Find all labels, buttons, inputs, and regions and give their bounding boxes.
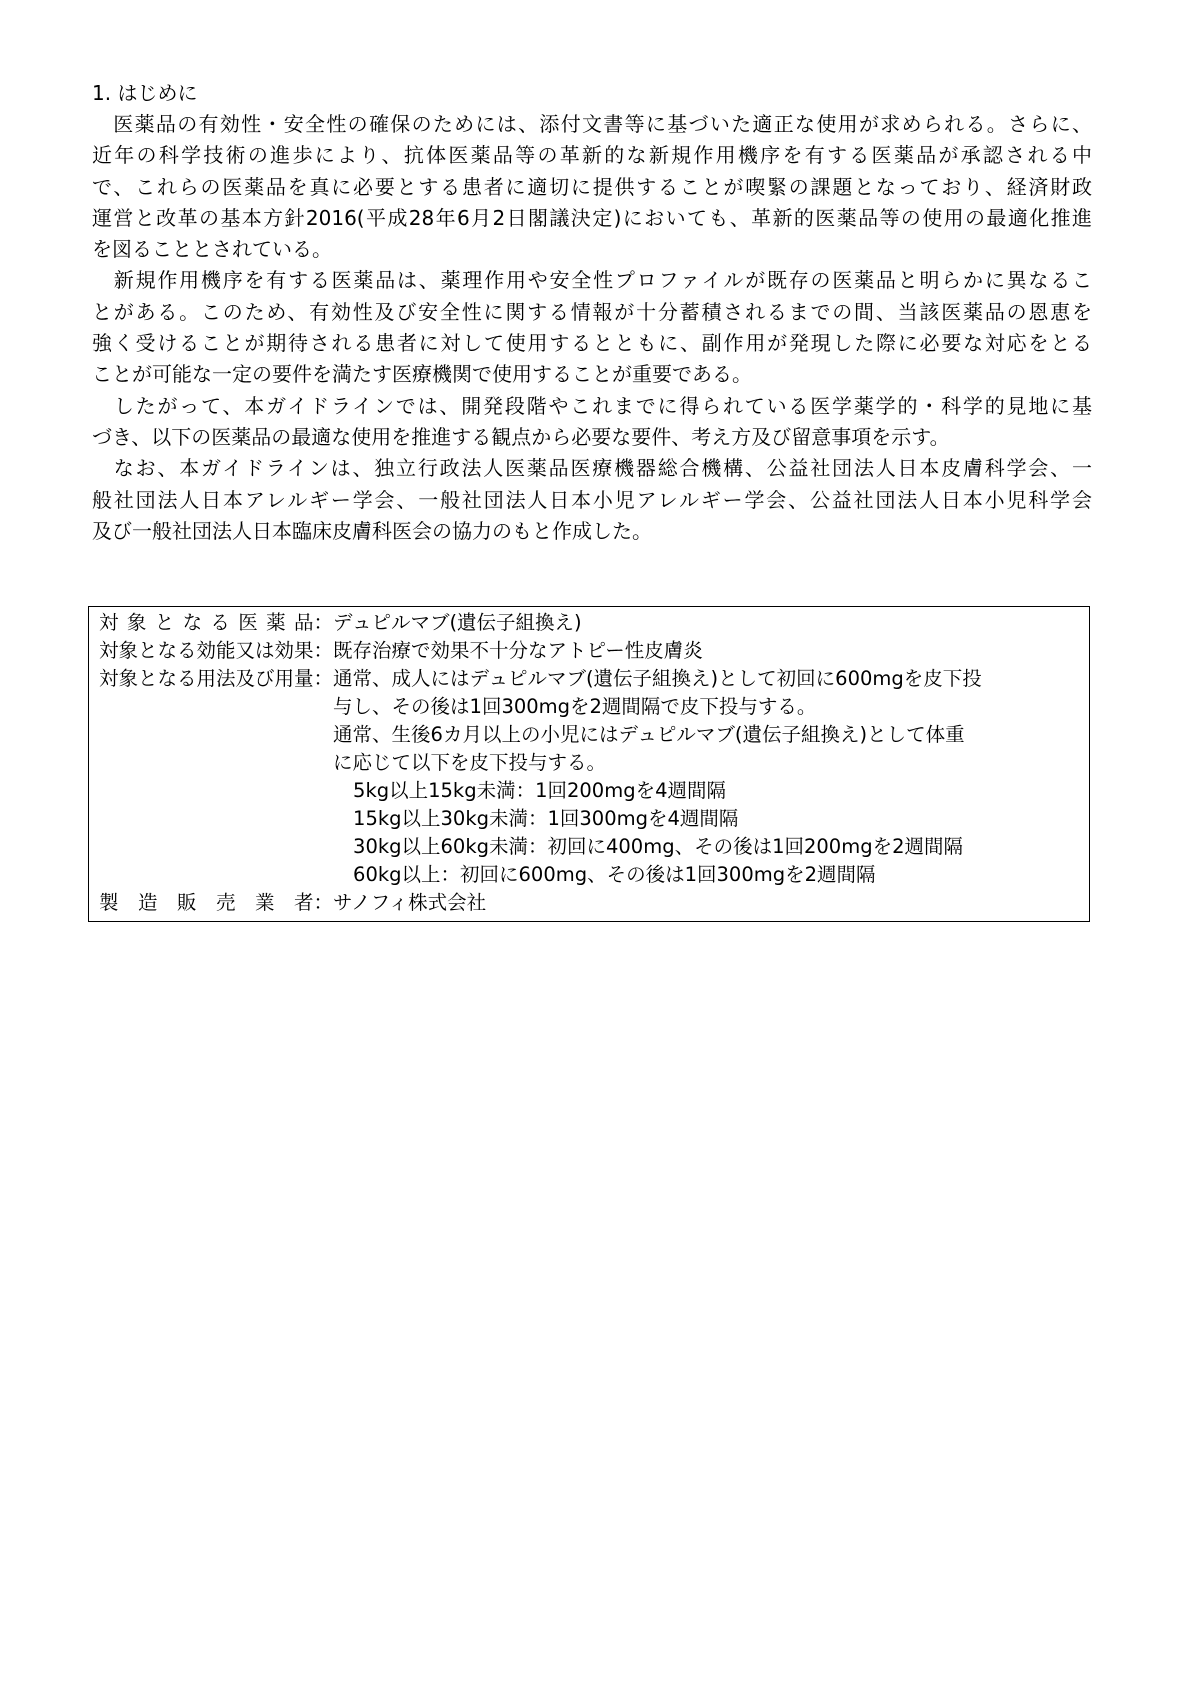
weight-dose-row: 30kg以上60kg未満：初回に400mg、その後は1回200mgを2週間隔 — [353, 835, 963, 859]
paragraph-line: 近年の科学技術の進歩により、抗体医薬品等の革新的な新規作用機序を有する医薬品が承認される中 — [92, 143, 1092, 168]
dosage-line: 通常、成人にはデュピルマブ(遺伝子組換え)として初回に600mgを皮下投 — [333, 667, 982, 691]
colon: ： — [313, 667, 334, 691]
section-title: 1. はじめに — [92, 81, 198, 105]
weight-dose-row: 15kg以上30kg未満：1回300mgを4週間隔 — [353, 807, 739, 831]
paragraph-line: なお、本ガイドラインは、独立行政法人医薬品医療機器総合機構、公益社団法人日本皮膚科学会、一 — [92, 456, 1092, 481]
paragraph-line: 強く受けることが期待される患者に対して使用するとともに、副作用が発現した際に必要な対応をとる — [92, 331, 1092, 356]
intro-paragraphs — [92, 109, 1092, 547]
paragraph-line: 医薬品の有効性・安全性の確保のためには、添付文書等に基づいた適正な使用が求められる。さらに、 — [92, 112, 1092, 136]
colon: ： — [313, 639, 334, 663]
drug-info-box — [88, 606, 1090, 922]
indication-label: 対象となる効能又は効果 — [99, 639, 314, 663]
dosage-line: 与し、その後は1回300mgを2週間隔で皮下投与する。 — [333, 695, 817, 719]
colon: ： — [313, 891, 334, 915]
paragraph-line: ことが可能な一定の要件を満たす医療機関で使用することが重要である。 — [92, 362, 752, 387]
paragraph-line: 及び一般社団法人日本臨床皮膚科医会の協力のもと作成した。 — [92, 518, 652, 543]
dosage-line: 通常、生後6カ月以上の小児にはデュピルマブ(遺伝子組換え)として体重 — [333, 723, 965, 747]
paragraph-line: 運営と改革の基本方針2016(平成28年6月2日閣議決定)においても、革新的医薬品等の使用の最適化推進 — [92, 205, 1092, 230]
paragraph-line: 新規作用機序を有する医薬品は、薬理作用や安全性プロファイルが既存の医薬品と明らかに異なるこ — [92, 268, 1092, 293]
manufacturer-value: サノフィ株式会社 — [333, 891, 487, 915]
paragraph-line: 般社団法人日本アレルギー学会、一般社団法人日本小児アレルギー学会、公益社団法人日本小児科学会 — [92, 487, 1092, 512]
dosage-label: 対象となる用法及び用量 — [99, 667, 314, 691]
indication-value: 既存治療で効果不十分なアトピー性皮膚炎 — [333, 639, 703, 663]
weight-dose-row: 5kg以上15kg未満：1回200mgを4週間隔 — [353, 779, 726, 803]
paragraph-line: したがって、本ガイドラインでは、開発段階やこれまでに得られている医学薬学的・科学的見地に基 — [92, 393, 1092, 418]
paragraph-line: を図ることとされている。 — [92, 237, 332, 262]
dosage-line: に応じて以下を皮下投与する。 — [333, 751, 607, 775]
drug-label: 対象となる医薬品 — [99, 611, 314, 635]
weight-dose-row: 60kg以上：初回に600mg、その後は1回300mgを2週間隔 — [353, 863, 876, 887]
paragraph-line: で、これらの医薬品を真に必要とする患者に適切に提供することが喫緊の課題となっており、経済財政 — [92, 174, 1092, 199]
drug-value: デュピルマブ(遺伝子組換え) — [333, 611, 582, 635]
paragraph-line: とがある。このため、有効性及び安全性に関する情報が十分蓄積されるまでの間、当該医薬品の恩恵を — [92, 299, 1092, 324]
colon: ： — [313, 611, 334, 635]
paragraph-line: づき、以下の医薬品の最適な使用を推進する観点から必要な要件、考え方及び留意事項を示す。 — [92, 424, 950, 449]
manufacturer-label: 製造販売業者 — [99, 891, 314, 915]
